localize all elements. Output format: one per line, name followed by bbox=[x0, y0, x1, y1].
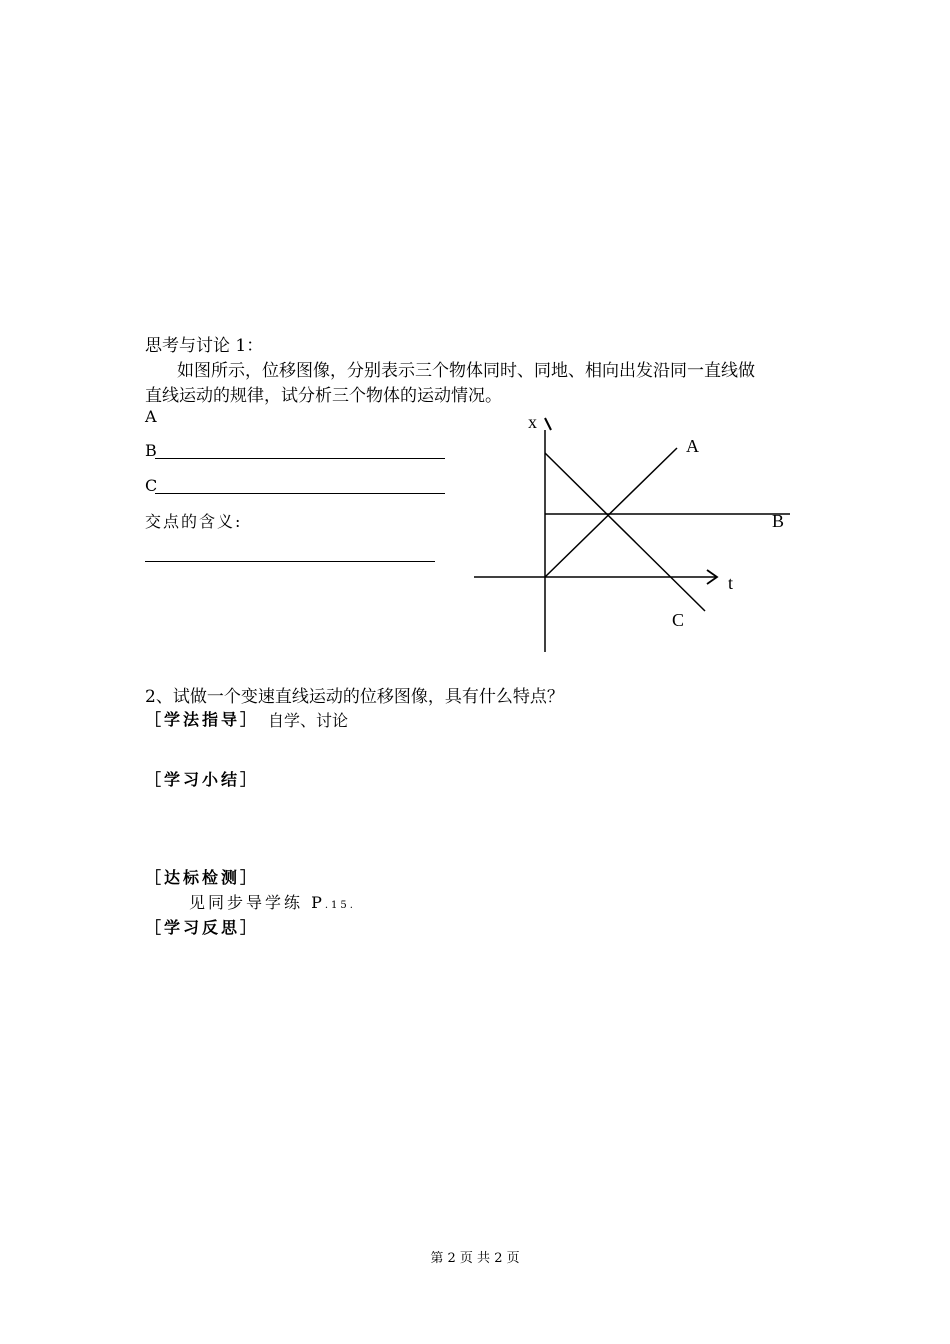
method-text: 自学、讨论 bbox=[268, 711, 349, 730]
intersection-label: 交点的含义: bbox=[145, 512, 243, 531]
test-page: .15. bbox=[324, 900, 356, 911]
answer-label-c: C bbox=[145, 476, 158, 495]
x-axis-label: x bbox=[528, 412, 537, 432]
discussion-paragraph-line1: 如图所示，位移图像，分别表示三个物体同时、同地、相向出发沿同一直线做 bbox=[177, 361, 755, 381]
line-b-label: B bbox=[772, 511, 785, 531]
summary-heading: ［学习小结］ bbox=[145, 770, 260, 789]
test-heading: ［达标检测］ bbox=[145, 868, 260, 887]
line-a bbox=[545, 448, 677, 577]
t-axis-label: t bbox=[728, 573, 734, 593]
answer-label-b: B bbox=[145, 441, 157, 460]
discussion-heading: 思考与讨论 1： bbox=[145, 336, 264, 356]
line-c-label: C bbox=[672, 610, 685, 630]
page-footer: 第 2 页 共 2 页 bbox=[430, 1251, 520, 1266]
line-c bbox=[545, 453, 705, 611]
x-axis-arrow-mark bbox=[545, 418, 551, 430]
reflection-heading: ［学习反思］ bbox=[145, 918, 260, 937]
line-a-label: A bbox=[686, 436, 699, 456]
answer-label-a: A bbox=[145, 407, 157, 426]
test-reference: 见同步导学练 P bbox=[189, 893, 325, 912]
method-heading: ［学法指导］ bbox=[145, 710, 260, 729]
test-text bbox=[189, 890, 356, 913]
question-2: 2、试做一个变速直线运动的位移图像，具有什么特点？ bbox=[145, 687, 564, 707]
discussion-paragraph-line2: 直线运动的规律，试分析三个物体的运动情况。 bbox=[145, 386, 502, 406]
